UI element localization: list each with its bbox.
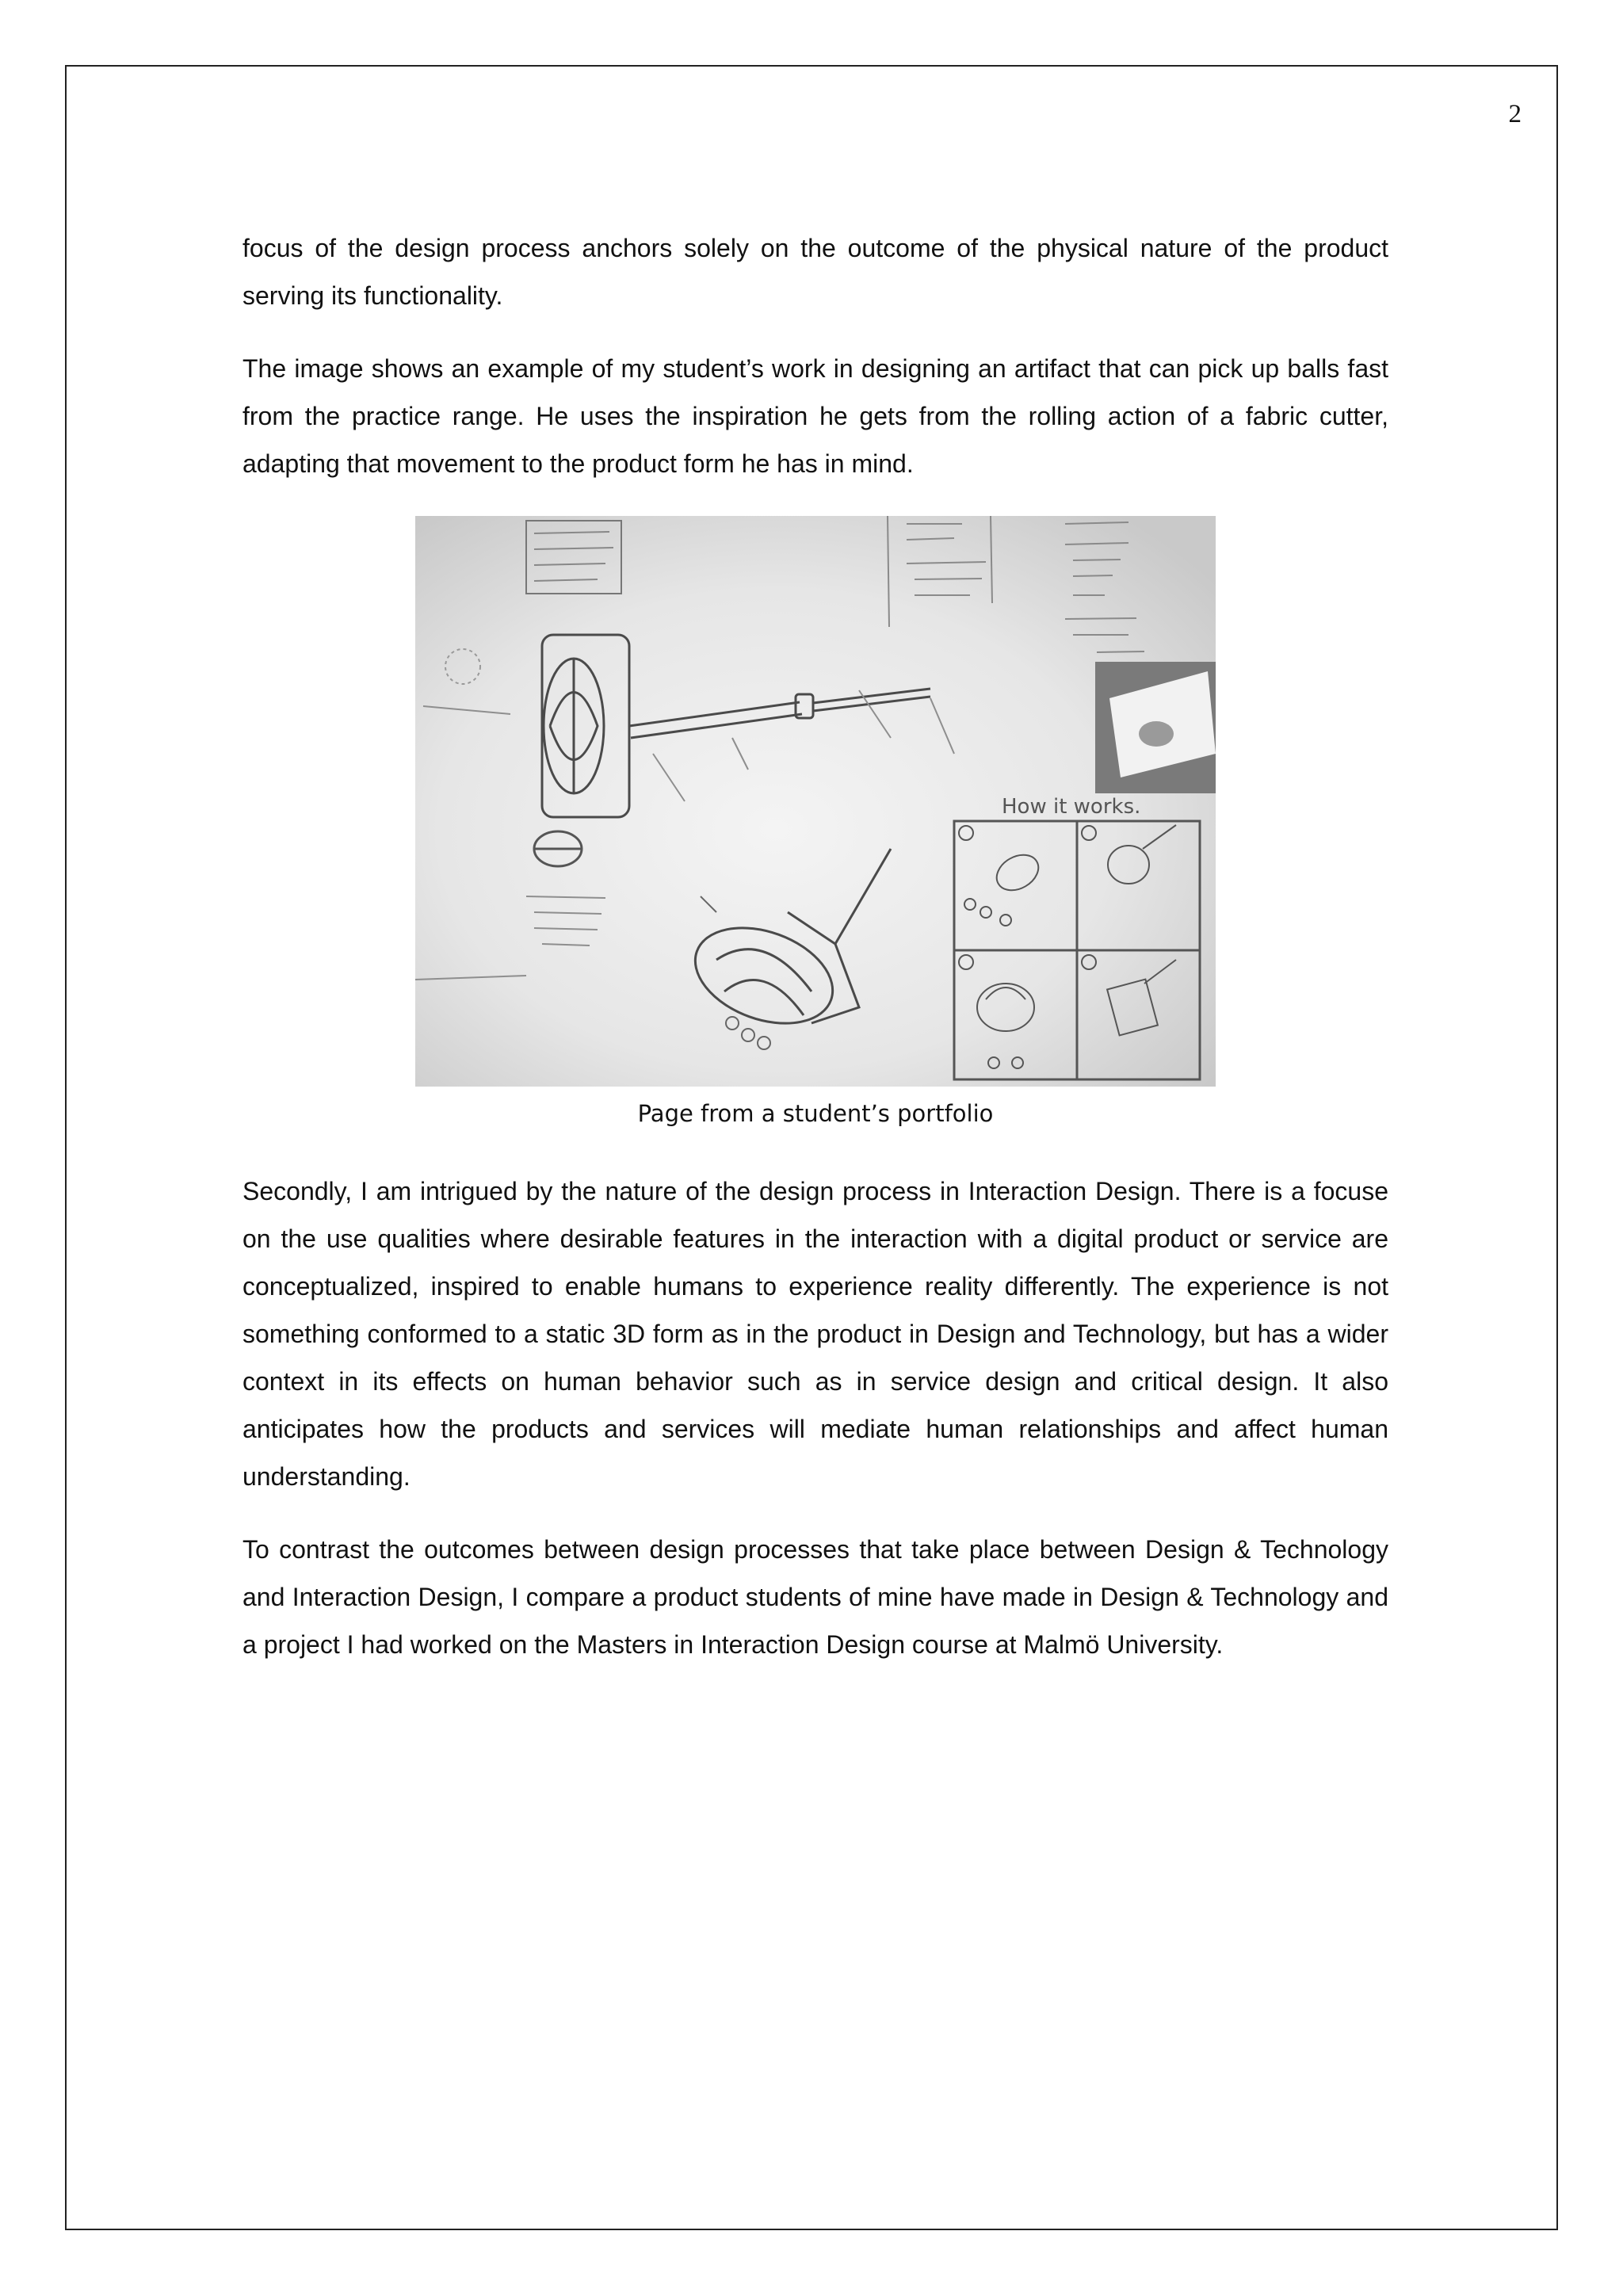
paragraph-3: Secondly, I am intrigued by the nature of the design process in Interaction Design. There is a focuse on the use qualities where desirable features in the interaction with a digital product or service are conceptualized, inspired to enable humans to experience reality differently. The experience is not something conformed to a static 3D form as in the product in Design and Technology, but has a wider context in its effects on human behavior such as in service design and critical design. It also anticipates how the products and services will mediate human relationships and affect human understanding.: [242, 1177, 1388, 1491]
paragraph-2: The image shows an example of my student’s work in designing an artifact that can pick up balls fast from the practice range. He uses the inspiration he gets from the rolling action of a fabric cutter, adapting that movement to the product form he has in mind.: [242, 354, 1388, 478]
page-number: 2: [1508, 100, 1522, 128]
figure: [242, 516, 1388, 1129]
portfolio-sketch-image: [415, 516, 1216, 1087]
sketch-label-how-it-works: How it works.: [1002, 795, 1141, 819]
document-body: [242, 224, 1388, 1694]
figure-caption: Page from a student’s portfolio: [637, 1100, 994, 1127]
paragraph-4: To contrast the outcomes between design processes that take place between Design & Technology and Interaction Design, I compare a product students of mine have made in Design & Technology and a project I had worked on the Masters in Interaction Design course at Malmö University.: [242, 1535, 1388, 1659]
paragraph-1: focus of the design process anchors solely on the outcome of the physical nature of the product serving its functionality.: [242, 234, 1388, 310]
